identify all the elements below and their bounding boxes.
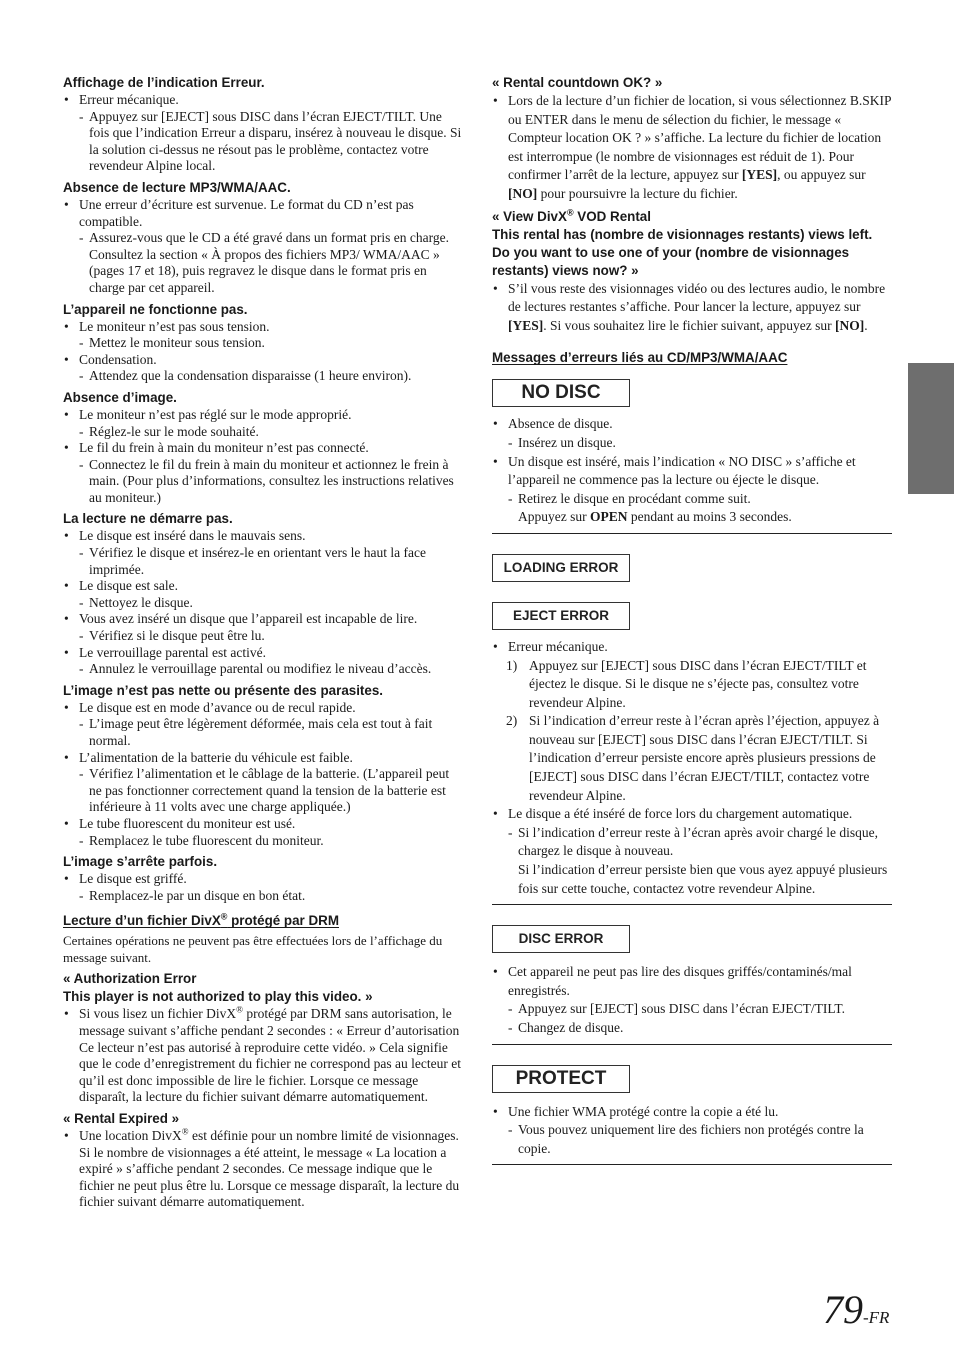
section-heading: La lecture ne démarre pas. bbox=[63, 511, 233, 527]
dash-item: - Nettoyez le disque. bbox=[63, 595, 463, 612]
protect-message-box: PROTECT bbox=[492, 1065, 630, 1093]
drm-intro: Certaines opérations ne peuvent pas être effectuées lors de l’affichage du message suivant. bbox=[63, 933, 443, 966]
bullet-item: • Erreur mécanique. bbox=[492, 638, 892, 657]
dash-item: - Attendez que la condensation disparaisse (1 heure environ). bbox=[63, 368, 463, 385]
drm-section-heading: Lecture d’un fichier DivX® protégé par DRM bbox=[63, 911, 339, 929]
page-number: 79-FR bbox=[823, 1287, 890, 1332]
bullet-item: • S’il vous reste des visionnages vidéo ou des lectures audio, le nombre de lectures restantes s’affiche. Pour lancer la lecture, appuyez sur [YES]. Si vous souhaitez lire le fichier suivant, appuyez sur [NO]. bbox=[492, 280, 892, 336]
bullet-item: • Le tube fluorescent du moniteur est usé. bbox=[63, 816, 463, 833]
bullet-item: • Si vous lisez un fichier DivX® protégé par DRM sans autorisation, le message suivant s’affiche pendant 2 secondes : « Erreur d’autorisation Ce lecteur n’est pas autorisé à reproduire cette vidéo. » Cela signifie que le code d’enregistrement du fichier ne correspond pas au lecteur et qu’il est donc impossible de lire le fichier. Lorsque ce message disparaît, la lecture du fichier suivant démarre automatiquement. bbox=[63, 1006, 463, 1106]
bullet-item: • Le disque est sale. bbox=[63, 578, 463, 595]
left-column bbox=[63, 74, 463, 1215]
bullet-item: • L’alimentation de la batterie du véhicule est faible. bbox=[63, 750, 463, 767]
auth-error-heading-2: This player is not authorized to play this video. » bbox=[63, 989, 373, 1005]
section-heading: L’image n’est pas nette ou présente des parasites. bbox=[63, 682, 384, 698]
dash-item: - Assurez-vous que le CD a été gravé dans un format pris en charge. Consultez la section « À propos des fichiers MP3/ WMA/AAC » (pages 17 et 18), puis regravez le disque dans le format pris en charge par cet appareil. bbox=[63, 230, 463, 296]
bullet-item: • Lors de la lecture d’un fichier de location, si vous sélectionnez B.SKIP ou ENTER dans le menu de sélection du fichier, le message « Compteur location OK ? » s’affiche. La lecture du fichier de location est interrompue (le nombre de visionnages est réduit de 1). Pour confirmer l’arrêt de la lecture, appuyez sur [YES], ou appuyez sur [NO] pour poursuivre la lecture du fichier. bbox=[492, 92, 892, 204]
bullet-item: • Vous avez inséré un disque que l’appareil est incapable de lire. bbox=[63, 611, 463, 628]
bullet-item: • Le disque est inséré dans le mauvais sens. bbox=[63, 528, 463, 545]
bullet-item: • Un disque est inséré, mais l’indication « NO DISC » s’affiche et l’appareil ne commence pas la lecture ou éjecte le disque. bbox=[492, 453, 892, 490]
eject-error-message-box: EJECT ERROR bbox=[492, 602, 630, 630]
section-heading: L’image s’arrête parfois. bbox=[63, 854, 218, 870]
bullet-item: • Le fil du frein à main du moniteur n’est pas connecté. bbox=[63, 440, 463, 457]
bullet-item: • Le disque est griffé. bbox=[63, 871, 463, 888]
chapter-tab bbox=[908, 363, 954, 494]
bullet-item: • Le moniteur n’est pas réglé sur le mode approprié. bbox=[63, 407, 463, 424]
disc-error-message-box: DISC ERROR bbox=[492, 925, 630, 953]
loading-error-message-box: LOADING ERROR bbox=[492, 554, 630, 582]
vod-rental-heading: « View DivX® VOD Rental bbox=[492, 207, 651, 224]
dash-item: - Vérifiez le disque et insérez-le en orientant vers le haut la face imprimée. bbox=[63, 545, 463, 578]
dash-item: - Appuyez sur [EJECT] sous DISC dans l’écran EJECT/TILT. bbox=[492, 1000, 892, 1019]
bullet-item: • Erreur mécanique. bbox=[63, 92, 463, 109]
section-divider bbox=[492, 904, 892, 905]
numbered-item: 2) Si l’indication d’erreur reste à l’écran après l’éjection, appuyez à nouveau sur [EJECT] sous DISC dans l’écran EJECT/TILT. Si l’indication d’erreur persiste encore après plusieurs pressions de [EJECT] sous DISC dans l’écran EJECT/TILT, contactez votre revendeur Alpine. bbox=[506, 713, 880, 803]
bullet-item: • Absence de disque. bbox=[492, 415, 892, 434]
section-heading: L’appareil ne fonctionne pas. bbox=[63, 301, 248, 317]
dash-item: - Réglez-le sur le mode souhaité. bbox=[63, 424, 463, 441]
numbered-item: 1) Appuyez sur [EJECT] sous DISC dans l’écran EJECT/TILT et éjectez le disque. Si le disque ne s’éjecte pas, consultez votre revendeur Alpine. bbox=[506, 657, 867, 710]
bullet-item: • Le verrouillage parental est activé. bbox=[63, 645, 463, 662]
dash-item: - Connectez le fil du frein à main du moniteur et actionnez le frein à main. (Pour plus d’informations, consultez les instructions relatives au moniteur.) bbox=[63, 457, 463, 507]
section-heading: Affichage de l’indication Erreur. bbox=[63, 75, 265, 90]
bullet-item: • Le disque est en mode d’avance ou de recul rapide. bbox=[63, 700, 463, 717]
section-divider bbox=[492, 1164, 892, 1165]
dash-item: - Annulez le verrouillage parental ou modifiez le niveau d’accès. bbox=[63, 661, 463, 678]
auth-error-heading: « Authorization Error bbox=[63, 971, 197, 987]
dash-item: - Insérez un disque. bbox=[492, 434, 892, 453]
dash-item: - Vérifiez si le disque peut être lu. bbox=[63, 628, 463, 645]
dash-item: - Remplacez-le par un disque en bon état. bbox=[63, 888, 463, 905]
rental-expired-heading: « Rental Expired » bbox=[63, 1110, 180, 1126]
error-messages-heading: Messages d’erreurs liés au CD/MP3/WMA/AAC bbox=[492, 350, 788, 366]
section-heading: Absence d’image. bbox=[63, 389, 177, 405]
section-heading: Absence de lecture MP3/WMA/AAC. bbox=[63, 179, 291, 195]
right-column bbox=[492, 74, 892, 1165]
dash-item: - Appuyez sur [EJECT] sous DISC dans l’écran EJECT/TILT. Une fois que l’indication Erreur a disparu, insérez à nouveau le disque. Si la solution ci-dessus ne résout pas le problème, contactez votre revendeur Alpine local. bbox=[63, 109, 463, 175]
bullet-item: • Une erreur d’écriture est survenue. Le format du CD n’est pas compatible. bbox=[63, 197, 463, 230]
indented-text: Appuyez sur OPEN pendant au moins 3 secondes. bbox=[518, 509, 792, 525]
dash-item: - Vérifiez l’alimentation et le câblage de la batterie. (L’appareil peut ne pas fonctionner correctement quand la tension de la batterie est inférieure à 11 volts avec une charge appliquée.) bbox=[63, 766, 463, 816]
dash-item: - Vous pouvez uniquement lire des fichiers non protégés contre la copie. bbox=[492, 1121, 892, 1158]
section-divider bbox=[492, 533, 892, 534]
dash-item: - Mettez le moniteur sous tension. bbox=[63, 335, 463, 352]
bullet-item: • Condensation. bbox=[63, 352, 463, 369]
dash-item: - Si l’indication d’erreur reste à l’écran après avoir chargé le disque, chargez le disque à nouveau. bbox=[492, 824, 892, 861]
bullet-item: • Cet appareil ne peut pas lire des disques griffés/contaminés/mal enregistrés. bbox=[492, 963, 892, 1000]
dash-item: - L’image peut être légèrement déformée, mais cela est tout à fait normal. bbox=[63, 716, 463, 749]
dash-item: - Remplacez le tube fluorescent du moniteur. bbox=[63, 833, 463, 850]
vod-rental-heading-2: This rental has (nombre de visionnages restants) views left. Do you want to use one of your (nombre de visionnages restants) views now? » bbox=[492, 226, 873, 278]
indented-text: Si l’indication d’erreur persiste bien que vous ayez appuyé plusieurs fois sur cette touche, contactez votre revendeur Alpine. bbox=[518, 862, 888, 896]
bullet-item: • Le moniteur n’est pas sous tension. bbox=[63, 319, 463, 336]
dash-item: - Changez de disque. bbox=[492, 1019, 892, 1038]
section-divider bbox=[492, 1044, 892, 1045]
rental-countdown-heading: « Rental countdown OK? » bbox=[492, 75, 663, 90]
bullet-item: • Le disque a été inséré de force lors du chargement automatique. bbox=[492, 805, 892, 824]
dash-item: - Retirez le disque en procédant comme suit. bbox=[492, 490, 892, 509]
bullet-item: • Une location DivX® est définie pour un nombre limité de visionnages. Si le nombre de visionnages a été atteint, le message « La location a expiré » s’affiche pendant 2 secondes. Ce message indique que le fichier ne peut plus être lu. Lorsque ce message disparaît, la lecture du fichier suivant démarre automatiquement. bbox=[63, 1128, 463, 1211]
no-disc-message-box: NO DISC bbox=[492, 379, 630, 407]
bullet-item: • Une fichier WMA protégé contre la copie a été lu. bbox=[492, 1103, 892, 1122]
